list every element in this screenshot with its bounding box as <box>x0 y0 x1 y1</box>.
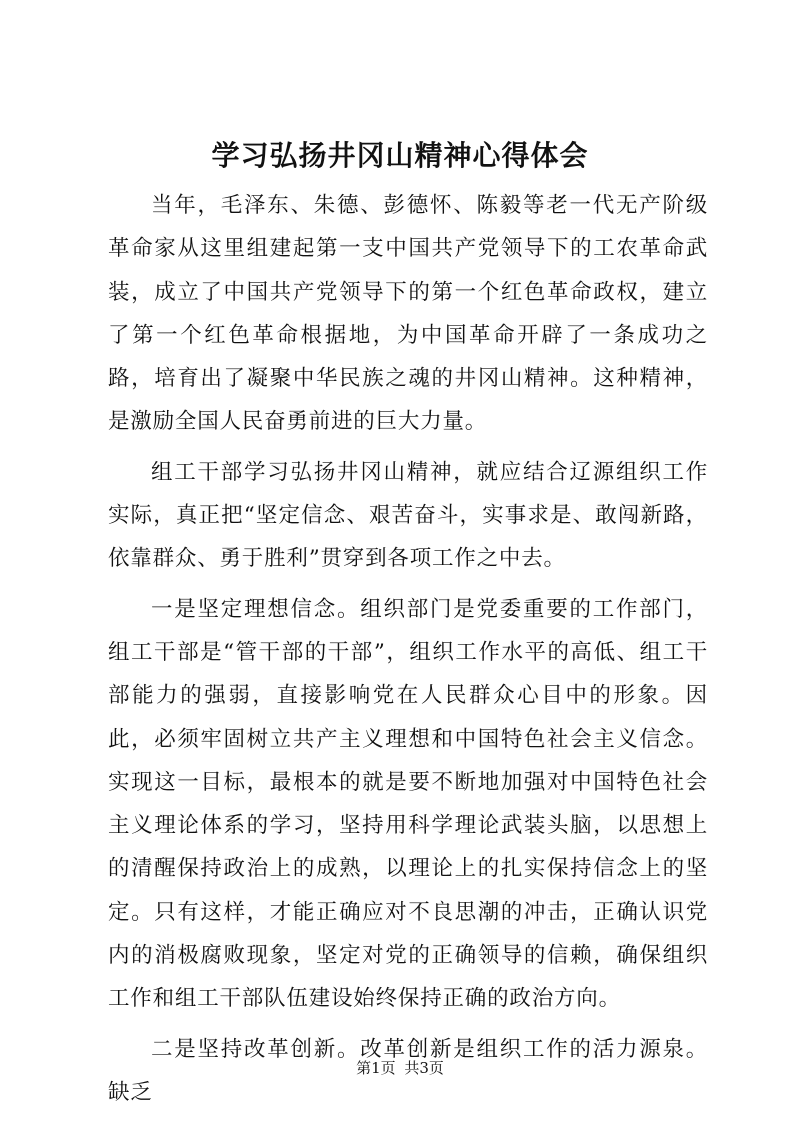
paragraph: 二是坚持改革创新。改革创新是组织工作的活力源泉。缺乏 <box>108 1036 708 1105</box>
document-title: 学习弘扬井冈山精神心得体会 <box>211 139 589 172</box>
paragraph: 当年，毛泽东、朱德、彭德怀、陈毅等老一代无产阶级革命家从这里组建起第一支中国共产党领导下的工农革命武装，成立了中国共产党领导下的第一个红色革命政权，建立了第一个红色革命根据地，为中国革命开辟了一条成功之路，培育出了凝聚中华民族之魂的井冈山精神。这种精神，是激励全国人民奋勇前进的巨大力量。 <box>108 193 708 435</box>
page-number-current: 第1页 <box>356 1059 396 1077</box>
paragraph: 组工干部学习弘扬井冈山精神，就应结合辽源组织工作实际，真正把“坚定信念、艰苦奋斗，实事求是、敢闯新路，依靠群众、勇于胜利”贯穿到各项工作之中去。 <box>108 459 708 572</box>
page-number-total: 共3页 <box>404 1059 444 1077</box>
paragraph: 一是坚定理想信念。组织部门是党委重要的工作部门，组工干部是“管干部的干部”，组织工作水平的高低、组工干部能力的强弱，直接影响党在人民群众心目中的形象。因此，必须牢固树立共产主义理想和中国特色社会主义信念。实现这一目标，最根本的就是要不断地加强对中国特色社会主义理论体系的学习，坚持用科学理论武装头脑，以思想上的清醒保持政治上的成熟，以理论上的扎实保持信念上的坚定。只有这样，才能正确应对不良思潮的冲击，正确认识党内的消极腐败现象，坚定对党的正确领导的信赖，确保组织工作和组工干部队伍建设始终保持正确的政治方向。 <box>108 596 708 1012</box>
page-footer <box>0 1058 800 1078</box>
document-body <box>108 184 708 1121</box>
